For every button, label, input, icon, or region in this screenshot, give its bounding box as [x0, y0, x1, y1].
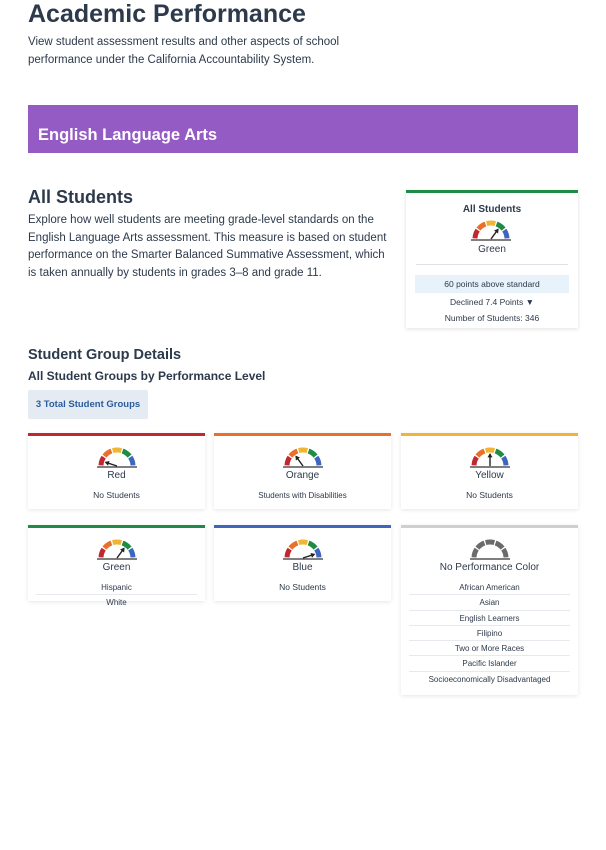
group-color-label: Red	[107, 470, 126, 481]
total-student-groups-button[interactable]: 3 Total Student Groups	[28, 390, 148, 419]
group-color-label: Blue	[292, 562, 313, 573]
student-count: Number of Students: 346	[444, 313, 540, 323]
performance-group-card	[214, 433, 391, 509]
all-students-summary-card	[406, 190, 578, 328]
group-color-label: Yellow	[475, 470, 504, 481]
all-students-description: Explore how well students are meeting grade-level standards on the English Language Arts assessment. This measure is based on student performance on the Smarter Balanced Summative Assessment, which is taken annually by students in grades 3–8 and grade 11.	[28, 214, 387, 279]
group-color-label: Orange	[285, 470, 320, 481]
performance-gauge-icon	[470, 218, 512, 247]
performance-group-card	[28, 433, 205, 509]
list-item: Filipino	[409, 626, 570, 641]
summary-card-title: All Students	[462, 204, 522, 215]
change-text: Declined 7.4 Points ▼	[449, 297, 534, 307]
student-group-list	[222, 580, 383, 595]
performance-group-card	[401, 433, 578, 509]
empty-state-text: No Students	[93, 490, 140, 500]
list-item: Students with Disabilities	[258, 491, 347, 500]
group-color-label: No Performance Color	[439, 562, 540, 573]
list-item: Two or More Races	[409, 641, 570, 656]
summary-color-label: Green	[478, 244, 506, 255]
list-item: Hispanic	[36, 580, 197, 595]
list-item: Socioeconomically Disadvantaged	[428, 674, 551, 684]
empty-state-text: No Students	[466, 490, 513, 500]
performance-group-card	[401, 525, 578, 695]
group-color-label: Green	[102, 562, 131, 573]
performance-group-card	[28, 525, 205, 608]
subject-banner	[28, 105, 578, 153]
student-group-list	[36, 580, 197, 611]
list-item: African American	[409, 580, 570, 595]
student-group-subheading: All Student Groups by Performance Level	[28, 369, 266, 383]
all-students-heading: All Students	[28, 187, 134, 207]
divider	[416, 264, 568, 265]
list-item: English Learners	[409, 611, 570, 626]
subject-banner-label: English Language Arts	[38, 126, 218, 144]
student-group-details-heading: Student Group Details	[28, 347, 182, 363]
student-group-list	[222, 488, 383, 503]
list-item: Asian	[409, 595, 570, 610]
performance-group-card	[214, 525, 391, 601]
student-group-list	[36, 488, 197, 503]
empty-state-text: No Students	[279, 582, 326, 592]
list-item: Pacific Islander	[409, 656, 570, 671]
student-group-list	[409, 488, 570, 503]
page-subtitle: View student assessment results and other aspects of school performance under the California Accountability System.	[28, 36, 340, 66]
list-item: White	[106, 598, 127, 608]
student-group-list	[409, 580, 570, 687]
page-title: Academic Performance	[28, 0, 306, 28]
status-badge: 60 points above standard	[415, 275, 569, 293]
